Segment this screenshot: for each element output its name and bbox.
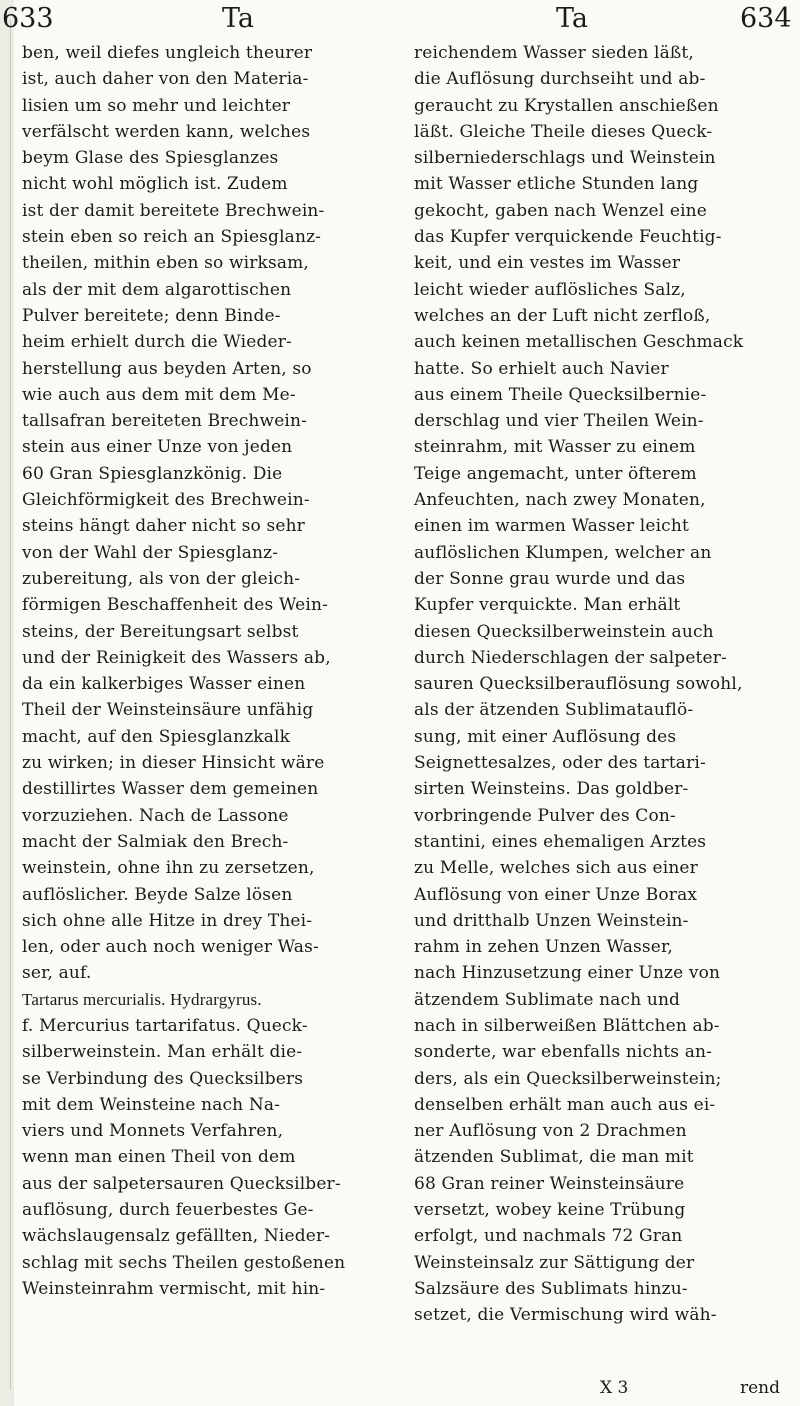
text-line: Kupfer verquickte. Man erhält — [414, 595, 681, 616]
text-line: macht der Salmiak den Brech- — [22, 831, 289, 852]
text-line: mit Wasser etliche Stunden lang — [414, 174, 699, 195]
text-line: sauren Quecksilberauflösung sowohl, — [414, 674, 743, 695]
text-line: einen im warmen Wasser leicht — [414, 516, 689, 537]
text-line: auch keinen metallischen Geschmack — [414, 332, 744, 353]
text-line: Salzsäure des Sublimats hinzu- — [414, 1278, 688, 1299]
text-line: theilen, mithin eben so wirksam, — [22, 253, 309, 274]
text-line: welches an der Luft nicht zerfloß, — [414, 305, 711, 326]
text-line: Gleichförmigkeit des Brechwein- — [22, 490, 310, 511]
text-line: nach Hinzusetzung einer Unze von — [414, 963, 721, 984]
text-line: aus einem Theile Quecksilbernie- — [414, 384, 707, 405]
text-line: stantini, eines ehemaligen Arztes — [414, 831, 707, 852]
left-column-text-continued — [22, 1013, 390, 1302]
text-line: und dritthalb Unzen Weinstein- — [414, 910, 689, 931]
text-line: sirten Weinsteins. Das goldber- — [414, 779, 689, 800]
page-gutter — [0, 0, 14, 1406]
text-line: herstellung aus beyden Arten, so — [22, 358, 312, 379]
left-column-text — [22, 40, 390, 987]
text-line: beym Glase des Spiesglanzes — [22, 148, 279, 169]
text-line: ätzendem Sublimate nach und — [414, 989, 681, 1010]
left-column — [22, 40, 390, 1302]
text-line: verfälscht werden kann, welches — [22, 121, 311, 142]
text-line: das Kupfer verquickende Feuchtig- — [414, 227, 722, 248]
text-line: nicht wohl möglich ist. Zudem — [22, 174, 288, 195]
text-line: Teige angemacht, unter öfterem — [414, 463, 697, 484]
text-line: geraucht zu Krystallen anschießen — [414, 95, 719, 116]
text-line: reichendem Wasser sieden läßt, — [414, 43, 694, 63]
text-line: silberniederschlags und Weinstein — [414, 148, 716, 169]
text-line: auflösung, durch feuerbestes Ge- — [22, 1200, 314, 1221]
text-line: von der Wahl der Spiesglanz- — [22, 542, 279, 563]
text-line: ben, weil diefes ungleich theurer — [22, 43, 313, 63]
text-line: wenn man einen Theil von dem — [22, 1147, 296, 1168]
text-line: mit dem Weinsteine nach Na- — [22, 1094, 281, 1115]
left-running-head: Ta — [222, 3, 255, 34]
text-line: versetzt, wobey keine Trübung — [414, 1200, 686, 1221]
right-page-number: 634 — [740, 3, 792, 34]
text-line: viers und Monnets Verfahren, — [22, 1121, 284, 1142]
text-line: durch Niederschlagen der salpeter- — [414, 647, 727, 668]
right-running-head: Ta — [556, 3, 589, 34]
text-line: ders, als ein Quecksilberweinstein; — [414, 1068, 722, 1089]
text-line: Pulver bereitete; denn Binde- — [22, 305, 281, 326]
right-column — [414, 40, 782, 1329]
signature-mark: X 3 — [600, 1378, 629, 1398]
text-line: wie auch aus dem mit dem Me- — [22, 384, 296, 405]
text-line: und der Reinigkeit des Wassers ab, — [22, 647, 331, 668]
text-line: rahm in zehen Unzen Wasser, — [414, 937, 673, 958]
text-line: silberweinstein. Man erhält die- — [22, 1042, 303, 1063]
text-line: erfolgt, und nachmals 72 Gran — [414, 1226, 683, 1247]
text-line: Weinsteinsalz zur Sättigung der — [414, 1252, 695, 1273]
text-line: sich ohne alle Hitze in drey Thei- — [22, 910, 313, 931]
text-line: wächslaugensalz gefällten, Nieder- — [22, 1226, 331, 1247]
text-line: hatte. So erhielt auch Navier — [414, 358, 669, 379]
text-line: vorzuziehen. Nach de Lassone — [22, 805, 289, 826]
text-line: steins hängt daher nicht so sehr — [22, 516, 305, 537]
text-line: Seignettesalzes, oder des tartari- — [414, 753, 706, 774]
text-line: leicht wieder auflösliches Salz, — [414, 279, 686, 300]
text-line: aus der salpetersauren Quecksilber- — [22, 1173, 341, 1194]
text-line: auflöslicher. Beyde Salze lösen — [22, 884, 293, 905]
text-line: ist, auch daher von den Materia- — [22, 69, 309, 90]
text-line: Weinsteinrahm vermischt, mit hin- — [22, 1278, 326, 1299]
text-line: steins, der Bereitungsart selbst — [22, 621, 299, 642]
text-line: Anfeuchten, nach zwey Monaten, — [414, 490, 706, 511]
text-line: förmigen Beschaffenheit des Wein- — [22, 595, 328, 616]
text-line: se Verbindung des Quecksilbers — [22, 1068, 304, 1089]
text-line: destillirtes Wasser dem gemeinen — [22, 779, 319, 800]
left-page-number: 633 — [2, 3, 54, 34]
text-line: zu wirken; in dieser Hinsicht wäre — [22, 753, 325, 774]
text-line: stein aus einer Unze von jeden — [22, 437, 293, 458]
text-line: denselben erhält man auch aus ei- — [414, 1094, 716, 1115]
text-line: ner Auflösung von 2 Drachmen — [414, 1121, 687, 1142]
text-line: keit, und ein vestes im Wasser — [414, 253, 681, 274]
text-line: sonderte, war ebenfalls nichts an- — [414, 1042, 713, 1063]
text-line: die Auflösung durchseiht und ab- — [414, 69, 706, 90]
text-line: zubereitung, als von der gleich- — [22, 568, 301, 589]
text-line: als der mit dem algarottischen — [22, 279, 292, 300]
sub-entry-heading: Tartarus mercurialis. Hydrargyrus. — [22, 989, 262, 1009]
text-line: steinrahm, mit Wasser zu einem — [414, 437, 696, 458]
text-line: zu Melle, welches sich aus einer — [414, 858, 698, 879]
text-line: als der ätzenden Sublimatauflö- — [414, 700, 694, 721]
catchword: rend — [740, 1378, 781, 1398]
text-line: ser, auf. — [22, 963, 92, 984]
text-line: ätzenden Sublimat, die man mit — [414, 1147, 694, 1168]
text-line: weinstein, ohne ihn zu zersetzen, — [22, 858, 315, 879]
text-line: gekocht, gaben nach Wenzel eine — [414, 200, 707, 221]
text-line: heim erhielt durch die Wieder- — [22, 332, 292, 353]
right-column-text — [414, 40, 782, 1329]
text-line: auflöslichen Klumpen, welcher an — [414, 542, 712, 563]
text-line: 68 Gran reiner Weinsteinsäure — [414, 1173, 685, 1194]
text-line: stein eben so reich an Spiesglanz- — [22, 227, 322, 248]
text-line: nach in silberweißen Blättchen ab- — [414, 1015, 720, 1036]
binding-line — [10, 20, 11, 1390]
text-line: len, oder auch noch weniger Was- — [22, 937, 319, 958]
text-line: Theil der Weinsteinsäure unfähig — [22, 700, 314, 721]
text-line: schlag mit sechs Theilen gestoßenen — [22, 1252, 346, 1273]
text-line: lisien um so mehr und leichter — [22, 95, 291, 116]
text-line: da ein kalkerbiges Wasser einen — [22, 674, 306, 695]
text-line: setzet, die Vermischung wird wäh- — [414, 1305, 717, 1326]
text-line: ist der damit bereitete Brechwein- — [22, 200, 325, 221]
text-line: sung, mit einer Auflösung des — [414, 726, 677, 747]
text-line: diesen Quecksilberweinstein auch — [414, 621, 714, 642]
text-line: vorbringende Pulver des Con- — [414, 805, 676, 826]
text-line: derschlag und vier Theilen Wein- — [414, 411, 704, 432]
text-line: macht, auf den Spiesglanzkalk — [22, 726, 291, 747]
text-line: Auflösung von einer Unze Borax — [414, 884, 698, 905]
text-line: f. Mercurius tartarifatus. Queck- — [22, 1015, 308, 1036]
text-line: 60 Gran Spiesglanzkönig. Die — [22, 463, 283, 484]
text-line: der Sonne grau wurde und das — [414, 568, 686, 589]
text-line: tallsafran bereiteten Brechwein- — [22, 411, 308, 432]
text-line: läßt. Gleiche Theile dieses Queck- — [414, 121, 713, 142]
